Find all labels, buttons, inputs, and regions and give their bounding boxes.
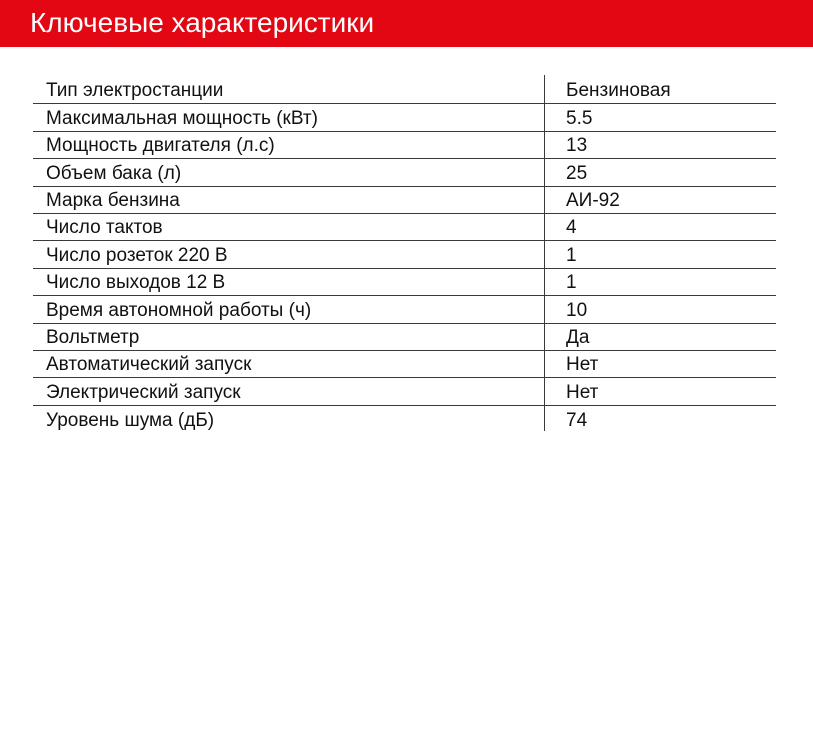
spec-label: Время автономной работы (ч) — [46, 299, 312, 321]
page-title: Ключевые характеристики — [30, 7, 375, 38]
spec-value: Нет — [566, 354, 599, 376]
table-row — [33, 77, 776, 104]
spec-value: 13 — [566, 135, 588, 157]
table-row — [33, 406, 776, 433]
header-bar — [0, 0, 813, 47]
spec-label: Число розеток 220 В — [46, 244, 228, 266]
specs-table — [33, 77, 776, 433]
table-row — [33, 214, 776, 241]
spec-label: Число выходов 12 В — [46, 272, 226, 294]
spec-label: Марка бензина — [46, 189, 180, 211]
table-row — [33, 159, 776, 186]
table-row — [33, 324, 776, 351]
spec-label: Вольтметр — [46, 326, 140, 348]
spec-label: Число тактов — [46, 217, 163, 239]
spec-value: 1 — [566, 244, 577, 266]
spec-value: 74 — [566, 410, 588, 432]
spec-label: Объем бака (л) — [46, 162, 182, 184]
spec-value: Да — [566, 326, 590, 348]
spec-value: АИ-92 — [566, 189, 620, 211]
spec-value: 4 — [566, 217, 577, 239]
spec-value: Бензиновая — [566, 80, 671, 102]
spec-value: 25 — [566, 162, 588, 184]
table-row — [33, 269, 776, 296]
spec-label: Тип электростанции — [46, 80, 224, 102]
table-row — [33, 104, 776, 131]
spec-label: Уровень шума (дБ) — [46, 410, 215, 432]
spec-value: 10 — [566, 299, 588, 321]
spec-label: Мощность двигателя (л.с) — [46, 135, 275, 157]
spec-label: Максимальная мощность (кВт) — [46, 107, 318, 129]
table-row — [33, 241, 776, 268]
table-row — [33, 187, 776, 214]
spec-value: 1 — [566, 272, 577, 294]
table-row — [33, 296, 776, 323]
spec-label: Электрический запуск — [46, 381, 241, 403]
table-row — [33, 351, 776, 378]
table-row — [33, 132, 776, 159]
spec-value: 5.5 — [566, 107, 593, 129]
spec-label: Автоматический запуск — [46, 354, 252, 376]
table-row — [33, 378, 776, 405]
spec-value: Нет — [566, 381, 599, 403]
